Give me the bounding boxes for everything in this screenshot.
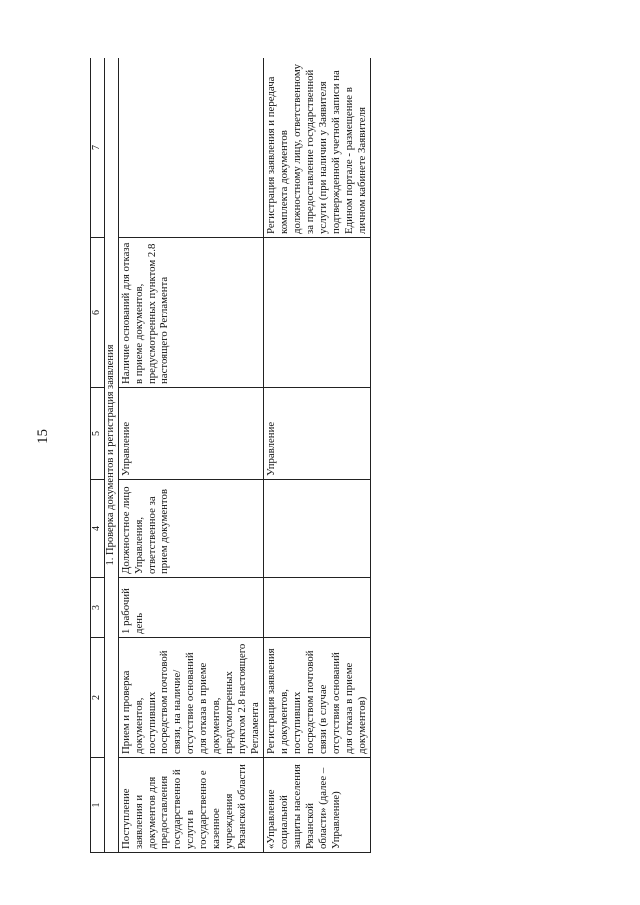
basis-cell: «Управление социальной защиты населения Рязанской области» (далее – Управление) [264, 758, 371, 853]
table-row [118, 58, 263, 853]
column-number: 6 [91, 238, 105, 388]
column-number: 4 [91, 480, 105, 578]
section-title: 1. Проверка документов и регистрация заявления [105, 58, 119, 853]
section-row [105, 58, 119, 853]
rotated-page-area [90, 58, 544, 853]
place-cell: Управление [264, 388, 371, 480]
duration-cell [264, 578, 371, 638]
procedure-table [90, 58, 371, 853]
column-number: 2 [91, 638, 105, 758]
column-number: 5 [91, 388, 105, 480]
result-cell: Регистрация заявления и передача комплекта документов должностному лицу, ответственному за предоставление государственной услуги (при наличии у Заявителя подтвержденной учетной записи на Едином портале - размещение в личном кабинете Заявителя [264, 58, 371, 238]
criteria-cell [264, 238, 371, 388]
document-sheet [90, 58, 544, 853]
column-number: 7 [91, 58, 105, 238]
action-cell: Прием и проверка документов, поступивших посредством почтовой связи, на наличие/отсутствие оснований для отказа в приеме документов, предусмотренных пунктом 2.8 настоящего Регламента [118, 638, 263, 758]
column-number: 1 [91, 758, 105, 853]
table-row [264, 58, 371, 853]
duration-cell: 1 рабочий день [118, 578, 263, 638]
column-number: 3 [91, 578, 105, 638]
place-cell: Управление [118, 388, 263, 480]
header-row [91, 58, 105, 853]
page-number: 15 [35, 429, 51, 444]
responsible-cell [264, 480, 371, 578]
responsible-cell: Должностное лицо Управления, ответственное за прием документов [118, 480, 263, 578]
result-cell [118, 58, 263, 238]
criteria-cell: Наличие оснований для отказа в приеме документов, предусмотренных пунктом 2.8 настоящего Регламента [118, 238, 263, 388]
basis-cell: Поступление заявления и документов для предоставления государственно й услуги в государственно е казенное учреждения Рязанской области [118, 758, 263, 853]
action-cell: Регистрация заявления и документов, поступивших посредством почтовой связи (в случае отсутствия оснований для отказа в приеме документов) [264, 638, 371, 758]
